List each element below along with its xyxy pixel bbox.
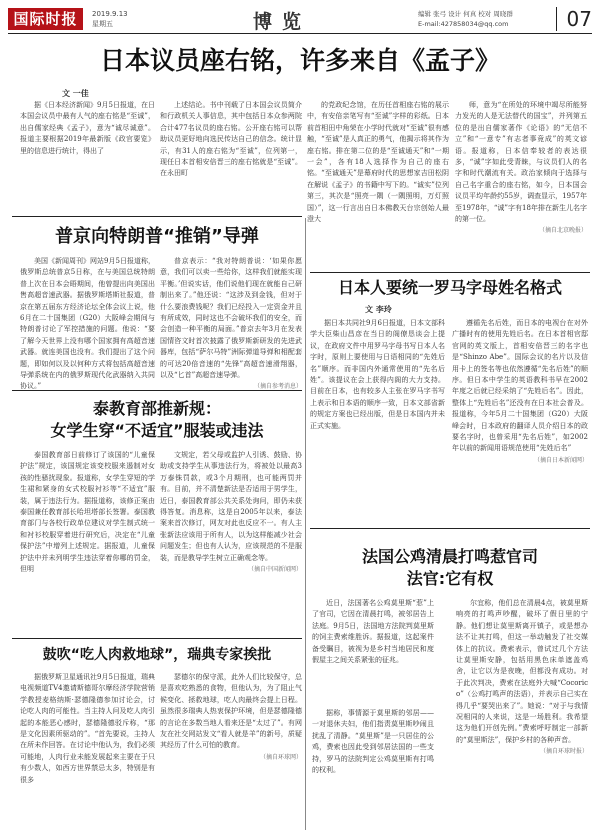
article2-column-1: 美国《新闻周刊》网站9月5日报道称，俄罗斯总统普京5日称，在与美国总统特朗普上次在日本会晤期间，他曾提出向美国出售高超音速武器。据俄罗斯塔斯社报道，普京在第五届东方经济论坛全体会议上说，他6月在二十国集团（G20）大阪峰会期间与特朗普讨论了军控措施的问题。他说：“要了解今天世界上没有哪个国家拥有高超音速武器。就连美国也没有。我们提出了这个问题，即如何以及以何种方式将包括高超音速导弹系统在内的俄罗斯现代化武器纳入共同协议。” [20, 257, 155, 390]
article6-column-1: 近日，法国著名公鸡莫里斯“惹”上了官司，它因在清晨打鸣，被邻居告上法庭。9月5日，法国地方法院判莫里斯的饲主费索维胜诉。据报道，这起案件备受瞩目，被视为是乡村当地居民和度假屋主之间关系紧张的征兆。 [312, 599, 434, 665]
divider-line [310, 528, 590, 529]
article6-source: （摘自环球时报） [539, 748, 588, 756]
article6-column-2: 据称，事情源于莫里斯的邻居——一对退休夫妇，他们指责莫里斯吵闹且扰乱了清静。“莫里斯”是一只居住的公鸡，费索也因此受到邻居法国的一些支持，罗马的法院判定公鸡莫里斯有打鸣的权利。 [312, 709, 434, 775]
article5-source: （摘自日本新闻网） [533, 456, 588, 464]
article4-column-1: 据俄罗斯卫星通讯社9月5日报道，瑞典电视频道TV4邀请斯德哥尔摩经济学院营销学教授麦格纳斯·瑟德隆德参加讨论会，讨论吃人肉的可能性。当主持人问及吃人肉引起的本能恶心感时，瑟德隆德驳斥称，“那是文化因素所驱动的”。“首先要说，主持人在所未作回答。在讨论中他认为，我们必须可能地，人肉行业未能发展起来主要在于只有少数人，如西方世界禁忌太多，特别是有很多 [20, 673, 155, 784]
page-number: 07 [556, 7, 592, 31]
article3-column-1: 泰国教育部日前修订了该国的“儿童保护法”规定，该国规定该变校服来遏制对女孩的性骚扰现象。报道称，女学生穿短的学生裙和紧身的女式校服衬衫等“不适宜”服装，属于违法行为。据报道称，该修正案由泰国兼任教育部长哈坦塔部长签署。泰国教育部门与各校行政单位建议对学生制式统一和衬衫校服穿着进行研究后，决定在“儿童保护法”中增列上述规定。据报道，儿童保护法中并未列明学生违法穿着你哪的罚金，但明 [20, 451, 155, 574]
issue-date: 2019.9.13 [92, 10, 128, 18]
article4-column-2: 瑟德尔的保守派，此外人们比较保守，总是喜欢吃熟悉的食物，但他认为，为了阻止气候变化、拯救地球，吃人肉最终会提上日程。虽然很多瑞典人热衷保护环境，但是瑟德隆德的言论在多数当地人看来还是“太过了”。有网友在社交网站发文“看人就是羊”的新号，质疑其经历了什么可怕的教育。 （摘自环球网） [160, 672, 302, 830]
article6-headline-line2: 法官:它有权 [406, 569, 494, 588]
article5-column-2: 遵循先名后姓，而日本的电视台在对外广播时有的使用先姓后名。在日本首相官邸官网的英文版上，首相安倍晋三的名字也是“Shinzo Abe”。国际会议的名片以及信用卡上的签名等也依然遵循“先名后姓”的顺序。但日本中学生的英语教科书早在2002年度之后就已经采纳了“先姓后名”。因此，整体上“先姓后名”还没有在日本社会普及。报道称，今年5月二十国集团（G20）大阪峰会时，日本政府的翻译人员介绍日本的政要名字时，也曾采用“先名后姓”，如2002年以前的新闻用语规范使用“先姓后名” （摘自日本新闻网） [452, 318, 588, 524]
divider-line [310, 272, 590, 273]
article3-headline-line2: 女学生穿“不适宜”服装或违法 [50, 421, 264, 440]
divider-line [12, 638, 302, 639]
staff-credits [418, 9, 513, 29]
section-title: 博览 [253, 11, 312, 33]
masthead [8, 5, 592, 34]
article2-headline: 普京向特朗普“推销”导弹 [55, 226, 259, 247]
divider-line [12, 216, 302, 217]
newspaper-logo: 国际时报 [8, 8, 83, 30]
article3-source: （摘自中国新闻网） [247, 566, 302, 574]
article5-byline: 文 李玲 [365, 305, 392, 314]
article4-headline: 鼓吹“吃人肉救地球”，瑞典专家挨批 [42, 647, 272, 663]
staff-names: 编辑 张弓 设计 何真 校对 周晓群 [418, 10, 513, 18]
article3-headline-line1: 泰教育部推新规： [92, 399, 221, 418]
article2-source: （摘自参考消息） [253, 383, 302, 390]
article4-source: （摘自环球网） [259, 753, 302, 761]
article1-column-1: 据《日本经济新闻》9月5日报道，在日本国会议员中最有人气的座右铭是“至诚”，出自儒家经典《孟子》，意为“诚尽诚意”。报道主要根据2019年最新版《政官要览》里的信息进行统计，得出了 [20, 101, 155, 155]
article1-column-2: 上述结论。书中刊载了日本国会议员简介和行政机关人事信息，其中包括日本众参两院合计477名议员的座右铭。公开座右铭可以帮助议员更好地向选民传达自己的信念。统计显示，有31人的座右铭为“至诚”，位列第一，现任日本首相安倍晋三的座右铭就是“至诚”。在永田町 [160, 101, 302, 178]
article5-column-1: 据日本共同社9月6日报道，日本文部科学大臣柴山昌彦在当日的阁僚恳谈会上提议，在政府文件中用罗马字母书写日本人名字时，原则上要使用与日语相同的“先姓后名”顺序。而非国内外通常使用的“先名后姓”。该提议在会上获得内阁的大力支持。目前在日本，也有较多人主张在罗马字书写上表示和日本语的顺序一致，日本文部省新的规定方案也已经出版，但是日本国内并未正式实施。 [310, 319, 445, 430]
article1-headline: 日本议员座右铭，许多来自《孟子》 [99, 46, 500, 75]
divider-line [12, 390, 302, 391]
article1-source: （摘自北京晚报） [538, 227, 587, 235]
article5-headline: 日本人要统一罗马字母姓名格式 [337, 278, 562, 297]
article3-column-2: 文规定，若父母或监护人引诱、鼓励、协助或支持学生从事违法行为，将被处以最高3万泰铢罚款，或3个月期刑，也可能两罚并有。目前，并不清楚新法是否适用于男学生，近日，泰国教育部公共关系处询问，即仍未获得答复。消息称，这是自2005年以来，泰法案来首次修订，网友对此也反应不一。有人主张新法应该用于所有人，以为这样能减少社会问题发生；但也有人认为，应该规范的不是服装，而是教导学生树立正确观念等。 （摘自中国新闻网） [160, 450, 302, 636]
article1-byline: 文 一佳 [62, 89, 89, 98]
column-divider [305, 218, 306, 830]
article6-column-3: 尔宜称，他们总在清晨4点，被莫里斯响亮的打鸣声吵醒，破坏了假日里的宁静。他们想让莫里斯离开镇子，或是想办法不让其打鸣，但这一举动触发了社交媒体上的抗议。费索表示，曾试过几个方法让莫里斯安静，包括用黑色床单遮盖鸡舍，让它以为是夜晚，但都没有成功。对于此次判决，费索在法庭外大喊“Cocorico”（公鸡打鸣声的法语），并表示自己实在得几乎“要哭出来了”。她说：“对于与我情况相同的人来说，这是一场胜利。我希望这为他们开创先例。”费索呼吁制定一部新的“莫里斯法”，保护乡村的各种声音。 （摘自环球时报） [456, 598, 588, 830]
article1-column-3: 的党政纪念馆，在历任首相座右铭的展示中，有安倍亲笔写有“至诚”字样的彩纸。日本前首相田中角荣在小学时代就对“至诚”很有感触，“至诚”是人真正的勇气，他揭示将其作为座右铭。排在第二位的是“至诚通天”和“一期一会”，各有18人选择作为自己的座右铭。“至诚通天”是幕府时代的思想家吉田松阴在解说《孟子》的书籍中写下的。“诚实”位列第三，其次是“照亮一隅（一隅照明，万灯照国）”，这一行言出自日本佛教天台宗创始人最澄大 [307, 101, 449, 224]
article1-column-4: 师，意为“在所处的环境中竭尽所能努力发光的人是无法替代的国宝”，并列第五位的是出自儒家著作《论语》的“无信不立”和“一意专”有志者事竟成”的英文谚语。报道称，日本信奉较者的表达很多，“诚”字如此受青睐，与议员们人的名字和时代潮流有关。政治家倾向于选择与自己名字重合的座右铭，如今，日本国会议员平均年龄约55岁，调查显示，1957年至1978年，“诚”字有18年排在新生儿名字的第一位。 （摘自北京晚报） [455, 100, 587, 270]
issue-weekday: 星期五 [92, 20, 113, 28]
dateline [92, 9, 128, 29]
staff-email: E-mail:427858034@qq.com [418, 20, 509, 28]
article6-headline-line1: 法国公鸡清晨打鸣惹官司 [361, 547, 538, 566]
article2-column-2: 普京表示：“我对特朗普说：‘如果你愿意，我们可以卖一些给你，这样我们就能实现平衡。’但说实话，他们说他们现在就能自己研制出来了。”他还说：“这涉及到金钱，但对于什么要浪费钱呢？我们已经投入一定资金并且有所成效，同时这也不会破坏我们的安全，而会创造一种平衡的局面。”普京去年3月在发表国情咨文时首次披露了俄罗斯新研发的先进武器库，包括“萨尔马特”洲际弹道导弹和相配套的可达20倍音速的“先锋”高超音速滑翔器，以及“匕首”高超音速导弹。 （摘自参考消息） [160, 256, 302, 390]
